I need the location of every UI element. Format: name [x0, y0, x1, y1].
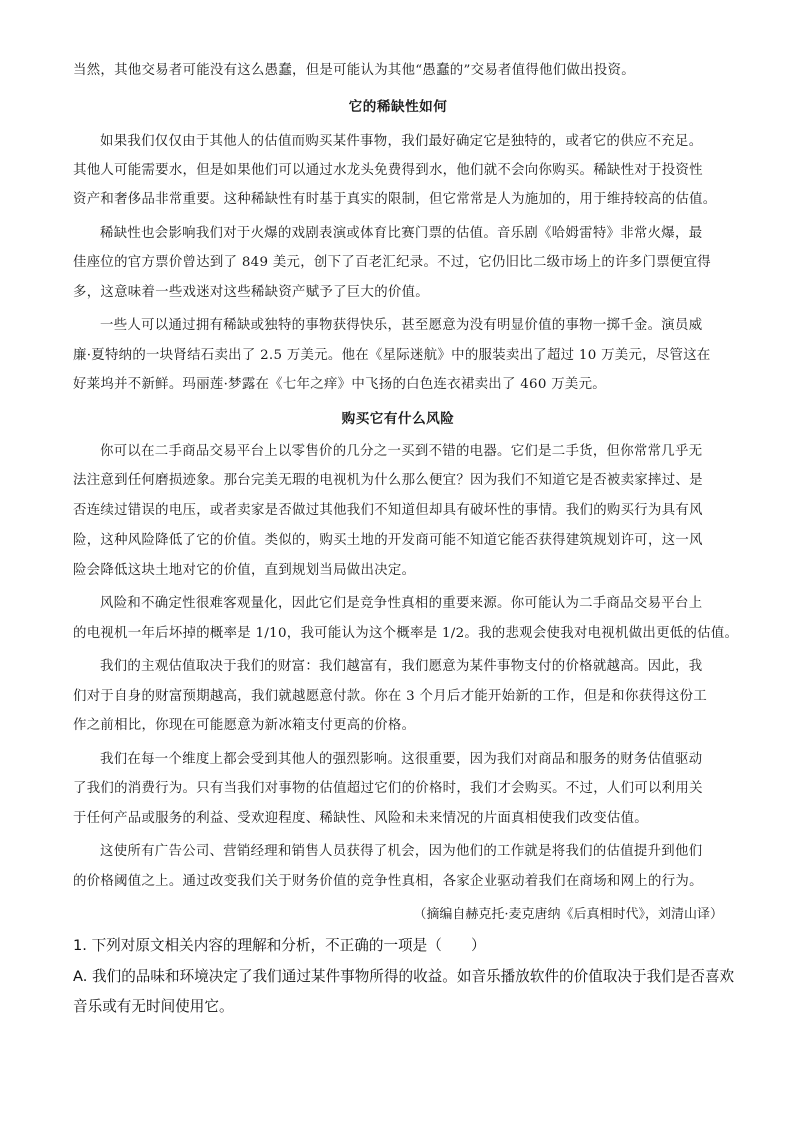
paragraph-line: 这使所有广告公司、营销经理和销售人员获得了机会，因为他们的工作就是将我们的估值提升到他们 [100, 844, 703, 859]
paragraph-line: 佳座位的官方票价曾达到了 849 美元，创下了百老汇纪录。不过，它仍旧比二级市场上的许多门票便宜得 [73, 255, 711, 270]
paragraph-line: 们对于自身的财富预期越高，我们就越愿意付款。你在 3 个月后才能开始新的工作，但是和你获得这份工 [73, 689, 708, 704]
paragraph-line: 于任何产品或服务的利益、受欢迎程度、稀缺性、风险和未来情况的片面真相使我们改变估值。 [73, 811, 649, 826]
paragraph-line: 我们在每一个维度上都会受到其他人的强烈影响。这很重要，因为我们对商品和服务的财务估值驱动 [100, 752, 703, 767]
paragraph-line: 了我们的消费行为。只有当我们对事物的估值超过它们的价格时，我们才会购买。不过，人们可以利用关 [73, 781, 703, 796]
paragraph-line: 稀缺性也会影响我们对于火爆的戏剧表演或体育比赛门票的估值。音乐剧《哈姆雷特》非常火爆，最 [100, 226, 703, 241]
paragraph-line: 廉·夏特纳的一块肾结石卖出了 2.5 万美元。他在《星际迷航》中的服装卖出了超过 10 万美元，尽管这在 [73, 348, 711, 363]
paragraph-line: 好莱坞并不新鲜。玛丽莲·梦露在《七年之痒》中飞扬的白色连衣裙卖出了 460 万美元。 [73, 377, 606, 392]
paragraph-line: 风险和不确定性很难客观量化，因此它们是竞争性真相的重要来源。你可能认为二手商品交易平台上 [100, 596, 703, 611]
source-citation: （摘编自赫克托·麦克唐纳《后真相时代》，刘清山译） [413, 907, 723, 922]
paragraph-line: 资产和奢侈品非常重要。这种稀缺性有时基于真实的限制，但它常常是人为施加的，用于维持较高的估值。 [73, 192, 717, 207]
paragraph-line: 否连续过错误的电压，或者卖家是否做过其他我们不知道但却具有破坏性的事情。我们的购买行为具有风 [73, 503, 703, 518]
section-heading-scarcity: 它的稀缺性如何 [348, 99, 448, 115]
paragraph-line: 一些人可以通过拥有稀缺或独特的事物获得快乐，甚至愿意为没有明显价值的事物一掷千金。演员威 [100, 318, 703, 333]
intro-paragraph: 当然，其他交易者可能没有这么愚蠢，但是可能认为其他“愚蠢的”交易者值得他们做出投资。 [73, 63, 635, 78]
paragraph-line: 其他人可能需要水，但是如果他们可以通过水龙头免费得到水，他们就不会向你购买。稀缺性对于投资性 [73, 163, 703, 178]
paragraph-line: 你可以在二手商品交易平台上以零售价的几分之一买到不错的电器。它们是二手货，但你常常几乎无 [100, 444, 703, 459]
option-a-line-2: 音乐或有无时间使用它。 [73, 998, 234, 1015]
paragraph-line: 险会降低这块土地对它的价值，直到规划当局做出决定。 [73, 563, 416, 578]
question-stem: 1. 下列对原文相关内容的理解和分析，不正确的一项是（ ） [73, 937, 486, 954]
paragraph-line: 法注意到任何磨损迹象。那台完美无瑕的电视机为什么那么便宜？因为我们不知道它是否被卖家摔过、是 [73, 473, 703, 488]
paragraph-line: 险，这种风险降低了它的价值。类似的，购买土地的开发商可能不知道它能否获得建筑规划许可，这一风 [73, 533, 703, 548]
paragraph-line: 作之前相比，你现在可能愿意为新冰箱支付更高的价格。 [73, 718, 416, 733]
section-heading-risk: 购买它有什么风险 [341, 411, 455, 427]
paragraph-line: 如果我们仅仅由于其他人的估值而购买某件事物，我们最好确定它是独特的，或者它的供应不充足。 [100, 134, 703, 149]
option-a-line-1: A. 我们的品味和环境决定了我们通过某件事物所得的收益。如音乐播放软件的价值取决于我们是否喜欢 [73, 968, 735, 985]
paragraph-line: 多，这意味着一些戏迷对这些稀缺资产赋予了巨大的价值。 [73, 285, 429, 300]
paragraph-line: 我们的主观估值取决于我们的财富：我们越富有，我们愿意为某件事物支付的价格就越高。因此，我 [100, 659, 703, 674]
paragraph-line: 的价格阈值之上。通过改变我们关于财务价值的竞争性真相，各家企业驱动着我们在商场和网上的行为。 [73, 874, 703, 889]
paragraph-line: 的电视机一年后坏掉的概率是 1/10，我可能认为这个概率是 1/2。我的悲观会使我对电视机做出更低的估值。 [73, 626, 739, 641]
